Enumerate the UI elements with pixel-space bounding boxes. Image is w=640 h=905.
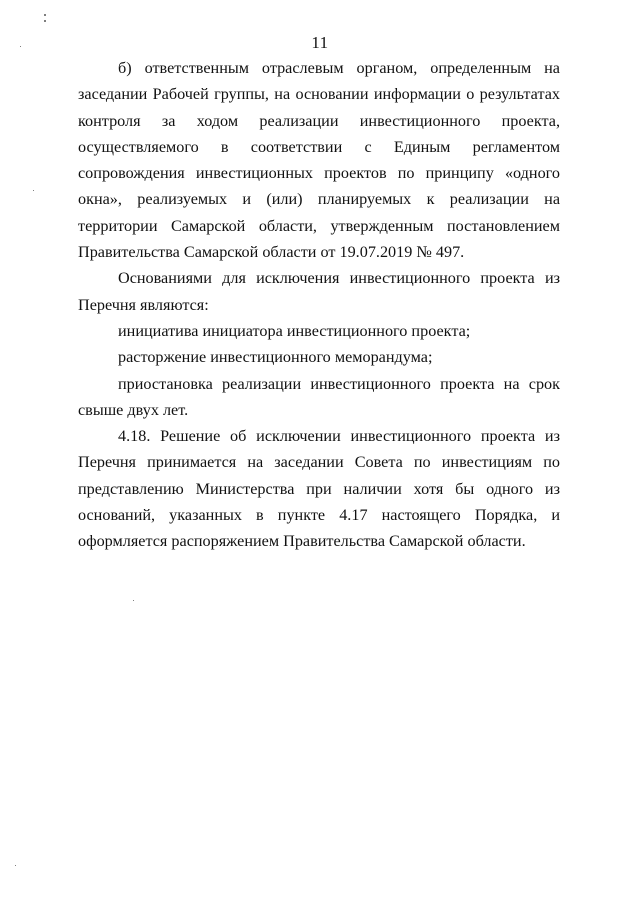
page-number: 11 — [311, 33, 329, 52]
scan-speck — [44, 14, 46, 16]
scan-speck — [33, 190, 34, 191]
scan-speck — [133, 600, 134, 601]
paragraph-section-4-18: 4.18. Решение об исключении инвестиционного проекта из Перечня принимается на заседании Совета по инвестициям по представлению Министерства при наличии хотя бы одного из оснований, указанных в пункте 4.17 настоящего Порядка, и оформляется распоряжением Правительства Самарской области. — [78, 427, 560, 551]
list-item-memorandum-termination: расторжение инвестиционного меморандума; — [118, 348, 433, 367]
document-body — [78, 55, 560, 555]
list-item-initiator-initiative: инициатива инициатора инвестиционного проекта; — [118, 321, 471, 340]
paragraph-responsible-body: б) ответственным отраслевым органом, определенным на заседании Рабочей группы, на основании информации о результатах контроля за ходом реализации инвестиционного проекта, осуществляемого в соответствии с Единым регламентом сопровождения инвестиционных проектов по принципу «одного окна», реализуемых и (или) планируемых к реализации на территории Самарской области, утвержденным постановлением Правительства Самарской области от 19.07.2019 № 497. — [78, 59, 560, 262]
scan-speck — [44, 20, 46, 22]
paragraph-exclusion-grounds-intro: Основаниями для исключения инвестиционного проекта из Перечня являются: — [78, 269, 560, 314]
scan-speck — [20, 46, 21, 47]
scan-speck — [15, 865, 16, 866]
list-item-project-suspension: приостановка реализации инвестиционного проекта на срок свыше двух лет. — [78, 374, 560, 419]
